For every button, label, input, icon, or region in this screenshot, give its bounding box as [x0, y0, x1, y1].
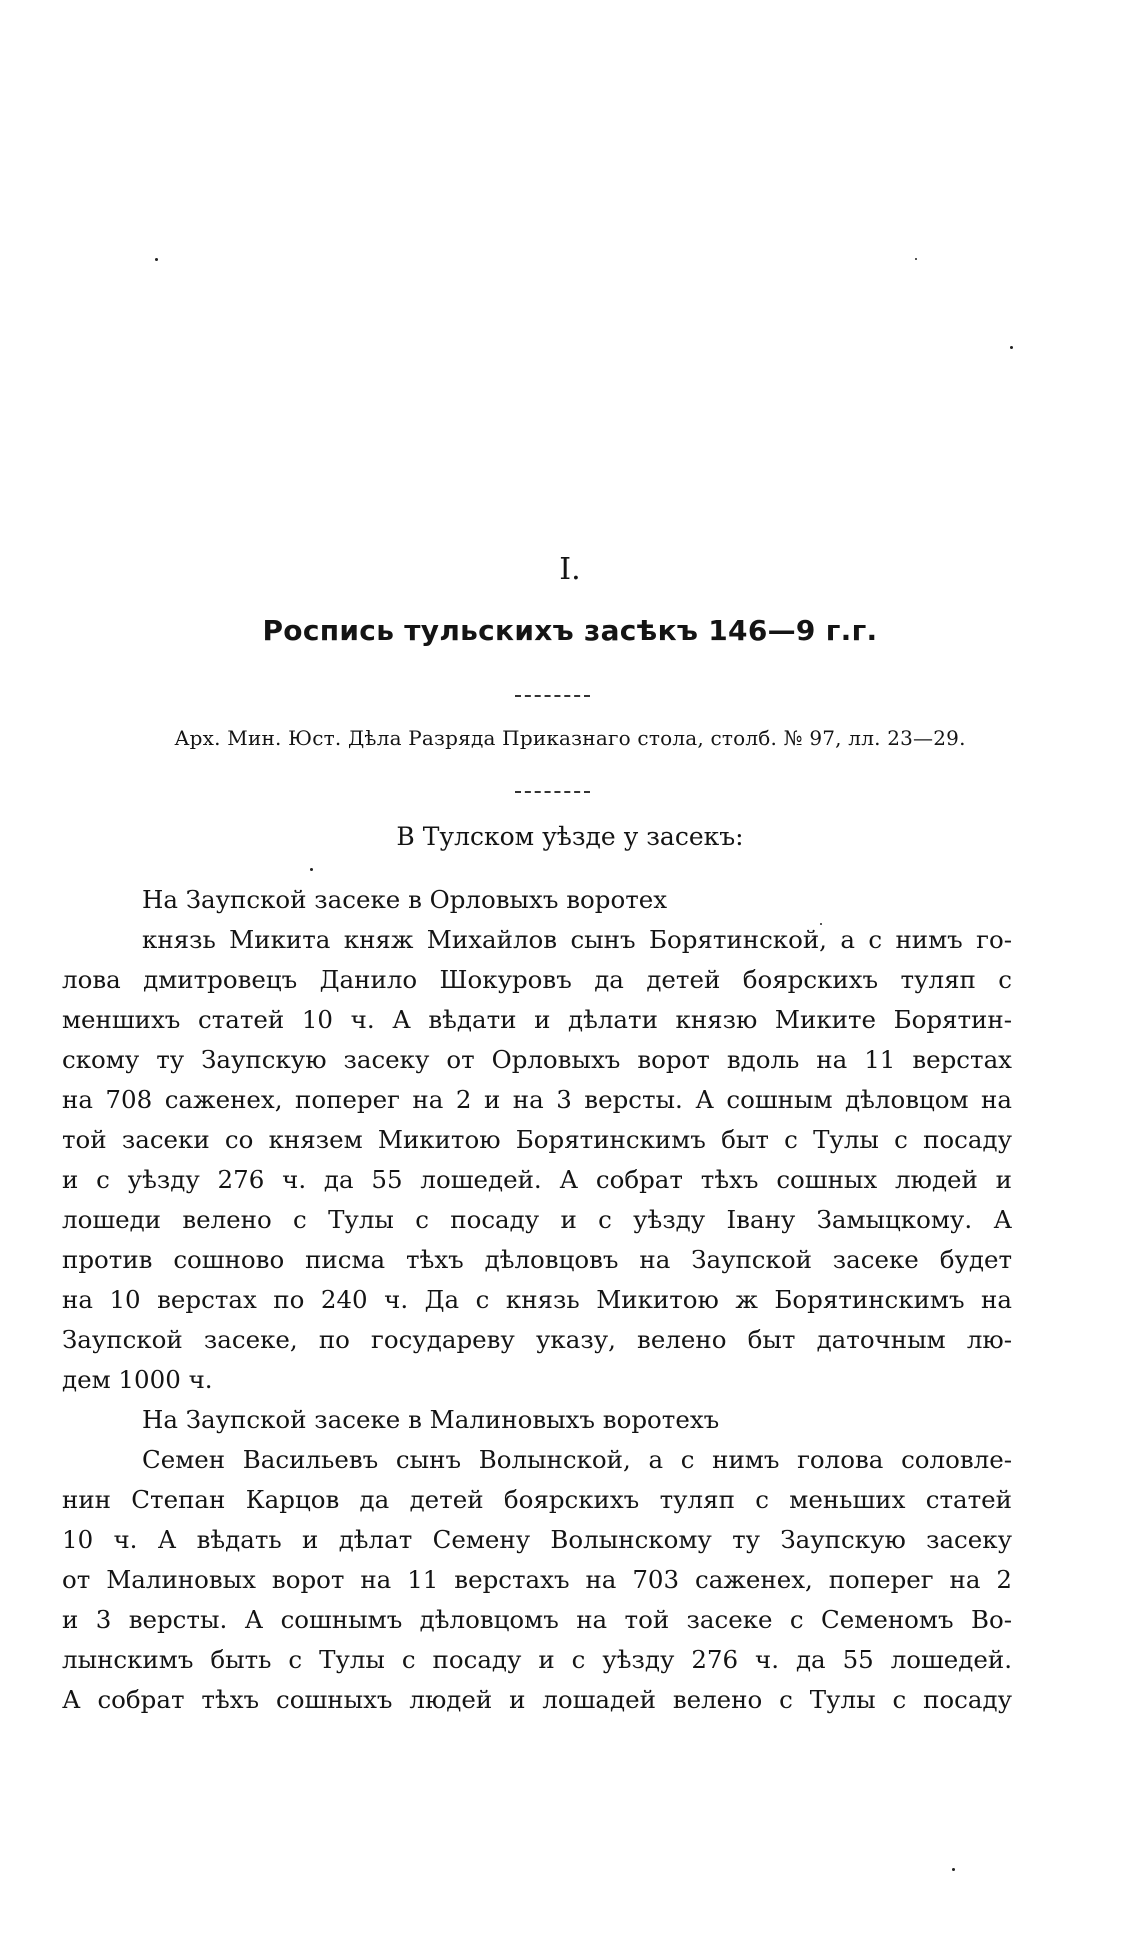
scan-speck [1010, 346, 1013, 349]
text-line: скому ту Заупскую засеку от Орловыхъ ворот вдоль на 11 верстах [62, 1045, 1012, 1074]
text-line: князь Микита княж Михайлов сынъ Борятинской, а с нимъ го- [142, 925, 1012, 954]
archive-source: Арх. Мин. Юст. Дѣла Разряда Приказнаго стола, столб. № 97, лл. 23—29. [174, 726, 966, 750]
location-heading: На Заупской засеке в Малиновыхъ воротехъ [142, 1405, 720, 1434]
scan-speck [310, 868, 313, 871]
text-line: меншихъ статей 10 ч. А вѣдати и дѣлати князю Миките Борятин- [62, 1005, 1012, 1034]
text-line: лынскимъ быть с Тулы с посаду и с уѣзду 276 ч. да 55 лошедей. [62, 1645, 1012, 1674]
divider [515, 791, 590, 793]
text-line: А собрат тѣхъ сошныхъ людей и лошадей велено с Тулы с посаду [62, 1685, 1012, 1714]
location-heading: На Заупской засеке в Орловыхъ воротех [142, 885, 668, 914]
section-numeral: I. [559, 552, 581, 587]
text-line: на 10 верстах по 240 ч. Да с князь Микитою ж Борятинскимъ на [62, 1285, 1012, 1314]
text-line: нин Степан Карцов да детей боярскихъ туляп с меньших статей [62, 1485, 1012, 1514]
section-heading: В Тулском уѣзде у засекъ: [396, 822, 744, 851]
divider [515, 695, 590, 697]
text-line: 10 ч. А вѣдать и дѣлат Семену Волынскому ту Заупскую засеку [62, 1525, 1012, 1554]
scan-speck [952, 1868, 955, 1871]
text-line: и 3 версты. А сошнымъ дѣловцомъ на той засеке с Семеномъ Во- [62, 1605, 1012, 1634]
text-line: дем 1000 ч. [62, 1365, 213, 1394]
page-title: Роспись тульскихъ засѣкъ 146—9 г.г. [262, 614, 878, 647]
text-line: лошеди велено с Тулы с посаду и с уѣзду Івану Замыцкому. А [62, 1205, 1012, 1234]
body-text [62, 880, 1012, 1720]
section-malinovy-vorota [62, 1400, 1012, 1720]
text-line: той засеки со князем Микитою Борятинскимъ быт с Тулы с посаду [62, 1125, 1012, 1154]
scan-speck [155, 258, 158, 261]
scan-speck [915, 258, 917, 260]
section-orlovy-vorota [62, 880, 1012, 1400]
text-line: от Малиновых ворот на 11 верстахъ на 703 саженех, поперег на 2 [62, 1565, 1012, 1594]
text-line: Заупской засеке, по государеву указу, велено быт даточным лю- [62, 1325, 1012, 1354]
text-line: и с уѣзду 276 ч. да 55 лошедей. А собрат тѣхъ сошных людей и [62, 1165, 1012, 1194]
text-line: на 708 саженех, поперег на 2 и на 3 версты. А сошным дѣловцом на [62, 1085, 1012, 1114]
text-line: против сошново писма тѣхъ дѣловцовъ на Заупской засеке будет [62, 1245, 1012, 1274]
text-line: Семен Васильевъ сынъ Волынской, а с нимъ голова соловле- [142, 1445, 1012, 1474]
text-line: лова дмитровецъ Данило Шокуровъ да детей боярскихъ туляп с [62, 965, 1012, 994]
